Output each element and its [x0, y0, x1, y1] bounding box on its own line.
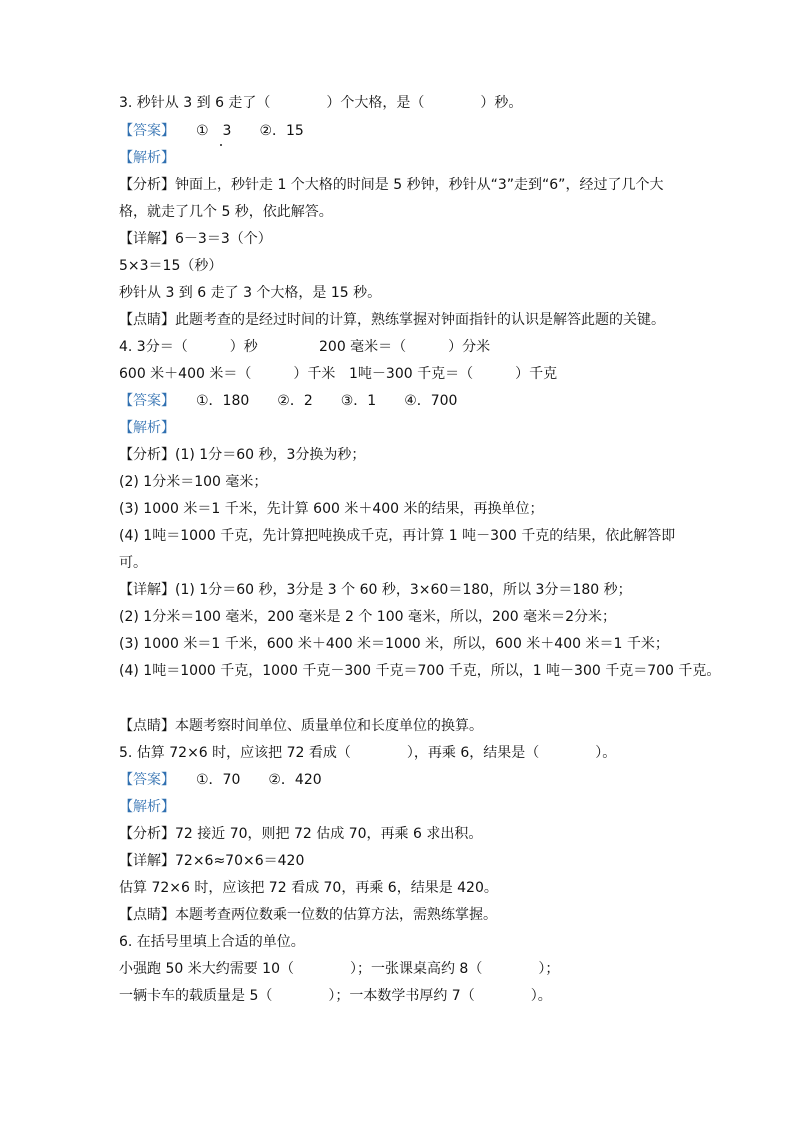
q5-fenxi: 【分析】72 接近 70，则把 72 估成 70，再乘 6 求出积。	[119, 826, 483, 842]
q4-analysis-tag: 【解析】	[119, 420, 175, 436]
q4-xiangjie-3: (3) 1000 米＝1 千米，600 米＋400 米＝1000 米，所以，600 米＋400 米＝1 千米；	[119, 636, 669, 652]
q5-conclusion: 估算 72×6 时，应该把 72 看成 70，再乘 6，结果是 420。	[119, 880, 498, 896]
q6-line2: 一辆卡车的载质量是 5（ ）；一本数学书厚约 7（ ）。	[119, 988, 552, 1004]
q5-analysis-tag: 【解析】	[119, 799, 175, 815]
q4-xiangjie-4: (4) 1吨＝1000 千克，1000 千克－300 千克＝700 千克，所以，1 吨－300 千克＝700 千克。	[119, 663, 721, 679]
q4-question-line2: 600 米＋400 米＝（ ）千米 1吨－300 千克＝（ ）千克	[119, 366, 558, 382]
q5-question: 5. 估算 72×6 时，应该把 72 看成（ ），再乘 6，结果是（ ）。	[119, 745, 617, 761]
q3-analysis-tag: 【解析】	[119, 150, 175, 166]
q4-xiangjie-2: (2) 1分米＝100 毫米，200 毫米是 2 个 100 毫米，所以，200 毫米＝2分米；	[119, 609, 617, 625]
q3-answer: 【答案】 ① 3 ②．15	[119, 123, 304, 139]
q4-fenxi-2: (2) 1分米＝100 毫米；	[119, 474, 268, 490]
q6-question: 6. 在括号里填上合适的单位。	[119, 934, 305, 950]
q4-fenxi-4-cont: 可。	[119, 555, 147, 571]
answer-tag: 【答案】	[119, 123, 168, 139]
q3-xiangjie: 【详解】6－3＝3（个）	[119, 231, 272, 247]
q4-answer: 【答案】 ①．180 ②．2 ③．1 ④．700	[119, 393, 458, 409]
q6-line1: 小强跑 50 米大约需要 10（ ）；一张课桌高约 8（ ）；	[119, 961, 560, 977]
q3-calc: 5×3＝15（秒）	[119, 258, 223, 274]
q3-dianjing: 【点睛】此题考查的是经过时间的计算，熟练掌握对钟面指针的认识是解答此题的关键。	[119, 312, 665, 328]
q3-fenxi-cont: 格，就走了几个 5 秒，依此解答。	[119, 204, 333, 220]
q4-fenxi-3: (3) 1000 米＝1 千米，先计算 600 米＋400 米的结果，再换单位；	[119, 501, 544, 517]
q4-question-line1: 4. 3分＝（ ）秒 200 毫米＝（ ）分米	[119, 339, 491, 355]
q4-dianjing: 【点睛】本题考察时间单位、质量单位和长度单位的换算。	[119, 718, 483, 734]
q4-fenxi-1: 【分析】(1) 1分＝60 秒，3分换为秒；	[119, 447, 366, 463]
q3-conclusion: 秒针从 3 到 6 走了 3 个大格，是 15 秒。	[119, 285, 382, 301]
q3-fenxi: 【分析】钟面上，秒针走 1 个大格的时间是 5 秒钟，秒针从“3”走到“6”，经过了几个大	[119, 177, 664, 193]
q4-xiangjie-1: 【详解】(1) 1分＝60 秒，3分是 3 个 60 秒，3×60＝180，所以 3分＝180 秒；	[119, 582, 632, 598]
q5-dianjing: 【点睛】本题考查两位数乘一位数的估算方法，需熟练掌握。	[119, 907, 497, 923]
q5-xiangjie: 【详解】72×6≈70×6＝420	[119, 853, 305, 869]
q5-answer: 【答案】 ①．70 ②．420	[119, 772, 322, 788]
q4-fenxi-4: (4) 1吨＝1000 千克，先计算把吨换成千克，再计算 1 吨－300 千克的结果，依此解答即	[119, 528, 676, 544]
q3-question: 3. 秒针从 3 到 6 走了（ ）个大格，是（ ）秒。	[119, 95, 523, 111]
dot-mark	[220, 144, 222, 146]
